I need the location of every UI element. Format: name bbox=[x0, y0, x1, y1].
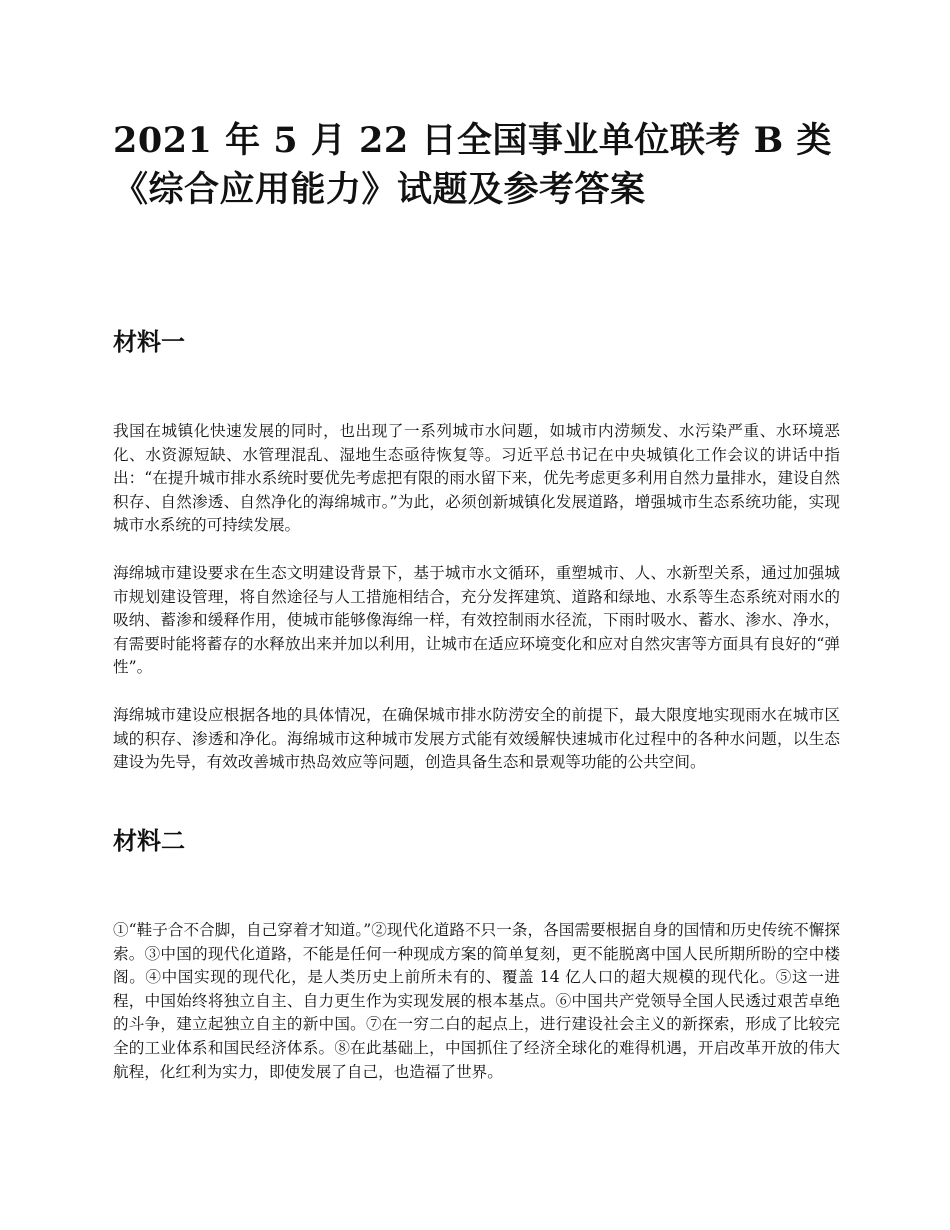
material-1-paragraph-2: 海绵城市建设要求在生态文明建设背景下，基于城市水文循环，重塑城市、人、水新型关系，通过加强城市规划建设管理，将自然途径与人工措施相结合，充分发挥建筑、道路和绿地、水系等生态系统对雨水的吸纳、蓄渗和缓释作用，使城市能够像海绵一样，有效控制雨水径流，下雨时吸水、蓄水、渗水、净水，有需要时能将蓄存的水释放出来并加以利用，让城市在适应环境变化和应对自然灾害等方面具有良好的“弹性”。 bbox=[113, 564, 840, 677]
material-2-paragraph-1: ①“鞋子合不合脚，自己穿着才知道。”②现代化道路不只一条，各国需要根据自身的国情和历史传统不懈探索。③中国的现代化道路，不能是任何一种现成方案的简单复刻，更不能脱离中国人民所期所盼的空中楼阁。④中国实现的现代化，是人类历史上前所未有的、覆盖 14 亿人口的超大规模的现代化。⑤这一进程，中国始终将独立自主、自力更生作为实现发展的根本基点。⑥中国共产党领导全国人民透过艰苦卓绝的斗争，建立起独立自主的新中国。⑦在一穷二白的起点上，进行建设社会主义的新探索，形成了比较完全的工业体系和国民经济体系。⑧在此基础上，中国抓住了经济全球化的难得机遇，开启改革开放的伟大航程，化红利为实力，即使发展了自己，也造福了世界。 bbox=[113, 921, 840, 1081]
title-line-1: 2021 年 5 月 22 日全国事业单位联考 B 类 bbox=[113, 120, 832, 161]
section-heading-material-1: 材料一 bbox=[113, 327, 185, 356]
document-title bbox=[113, 116, 833, 214]
material-1-paragraph-3: 海绵城市建设应根据各地的具体情况，在确保城市排水防涝安全的前提下，最大限度地实现雨水在城市区域的积存、渗透和净化。海绵城市这种城市发展方式能有效缓解快速城市化过程中的各种水问题，以生态建设为先导，有效改善城市热岛效应等问题，创造具备生态和景观等功能的公共空间。 bbox=[113, 706, 840, 772]
section-heading-material-2: 材料二 bbox=[113, 826, 185, 855]
material-1-paragraph-1: 我国在城镇化快速发展的同时，也出现了一系列城市水问题，如城市内涝频发、水污染严重、水环境恶化、水资源短缺、水管理混乱、湿地生态亟待恢复等。习近平总书记在中央城镇化工作会议的讲话中指出：“在提升城市排水系统时要优先考虑把有限的雨水留下来，优先考虑更多利用自然力量排水，建设自然积存、自然渗透、自然净化的海绵城市。”为此，必须创新城镇化发展道路，增强城市生态系统功能，实现城市水系统的可持续发展。 bbox=[113, 422, 840, 535]
title-line-2: 《综合应用能力》试题及参考答案 bbox=[113, 169, 646, 210]
